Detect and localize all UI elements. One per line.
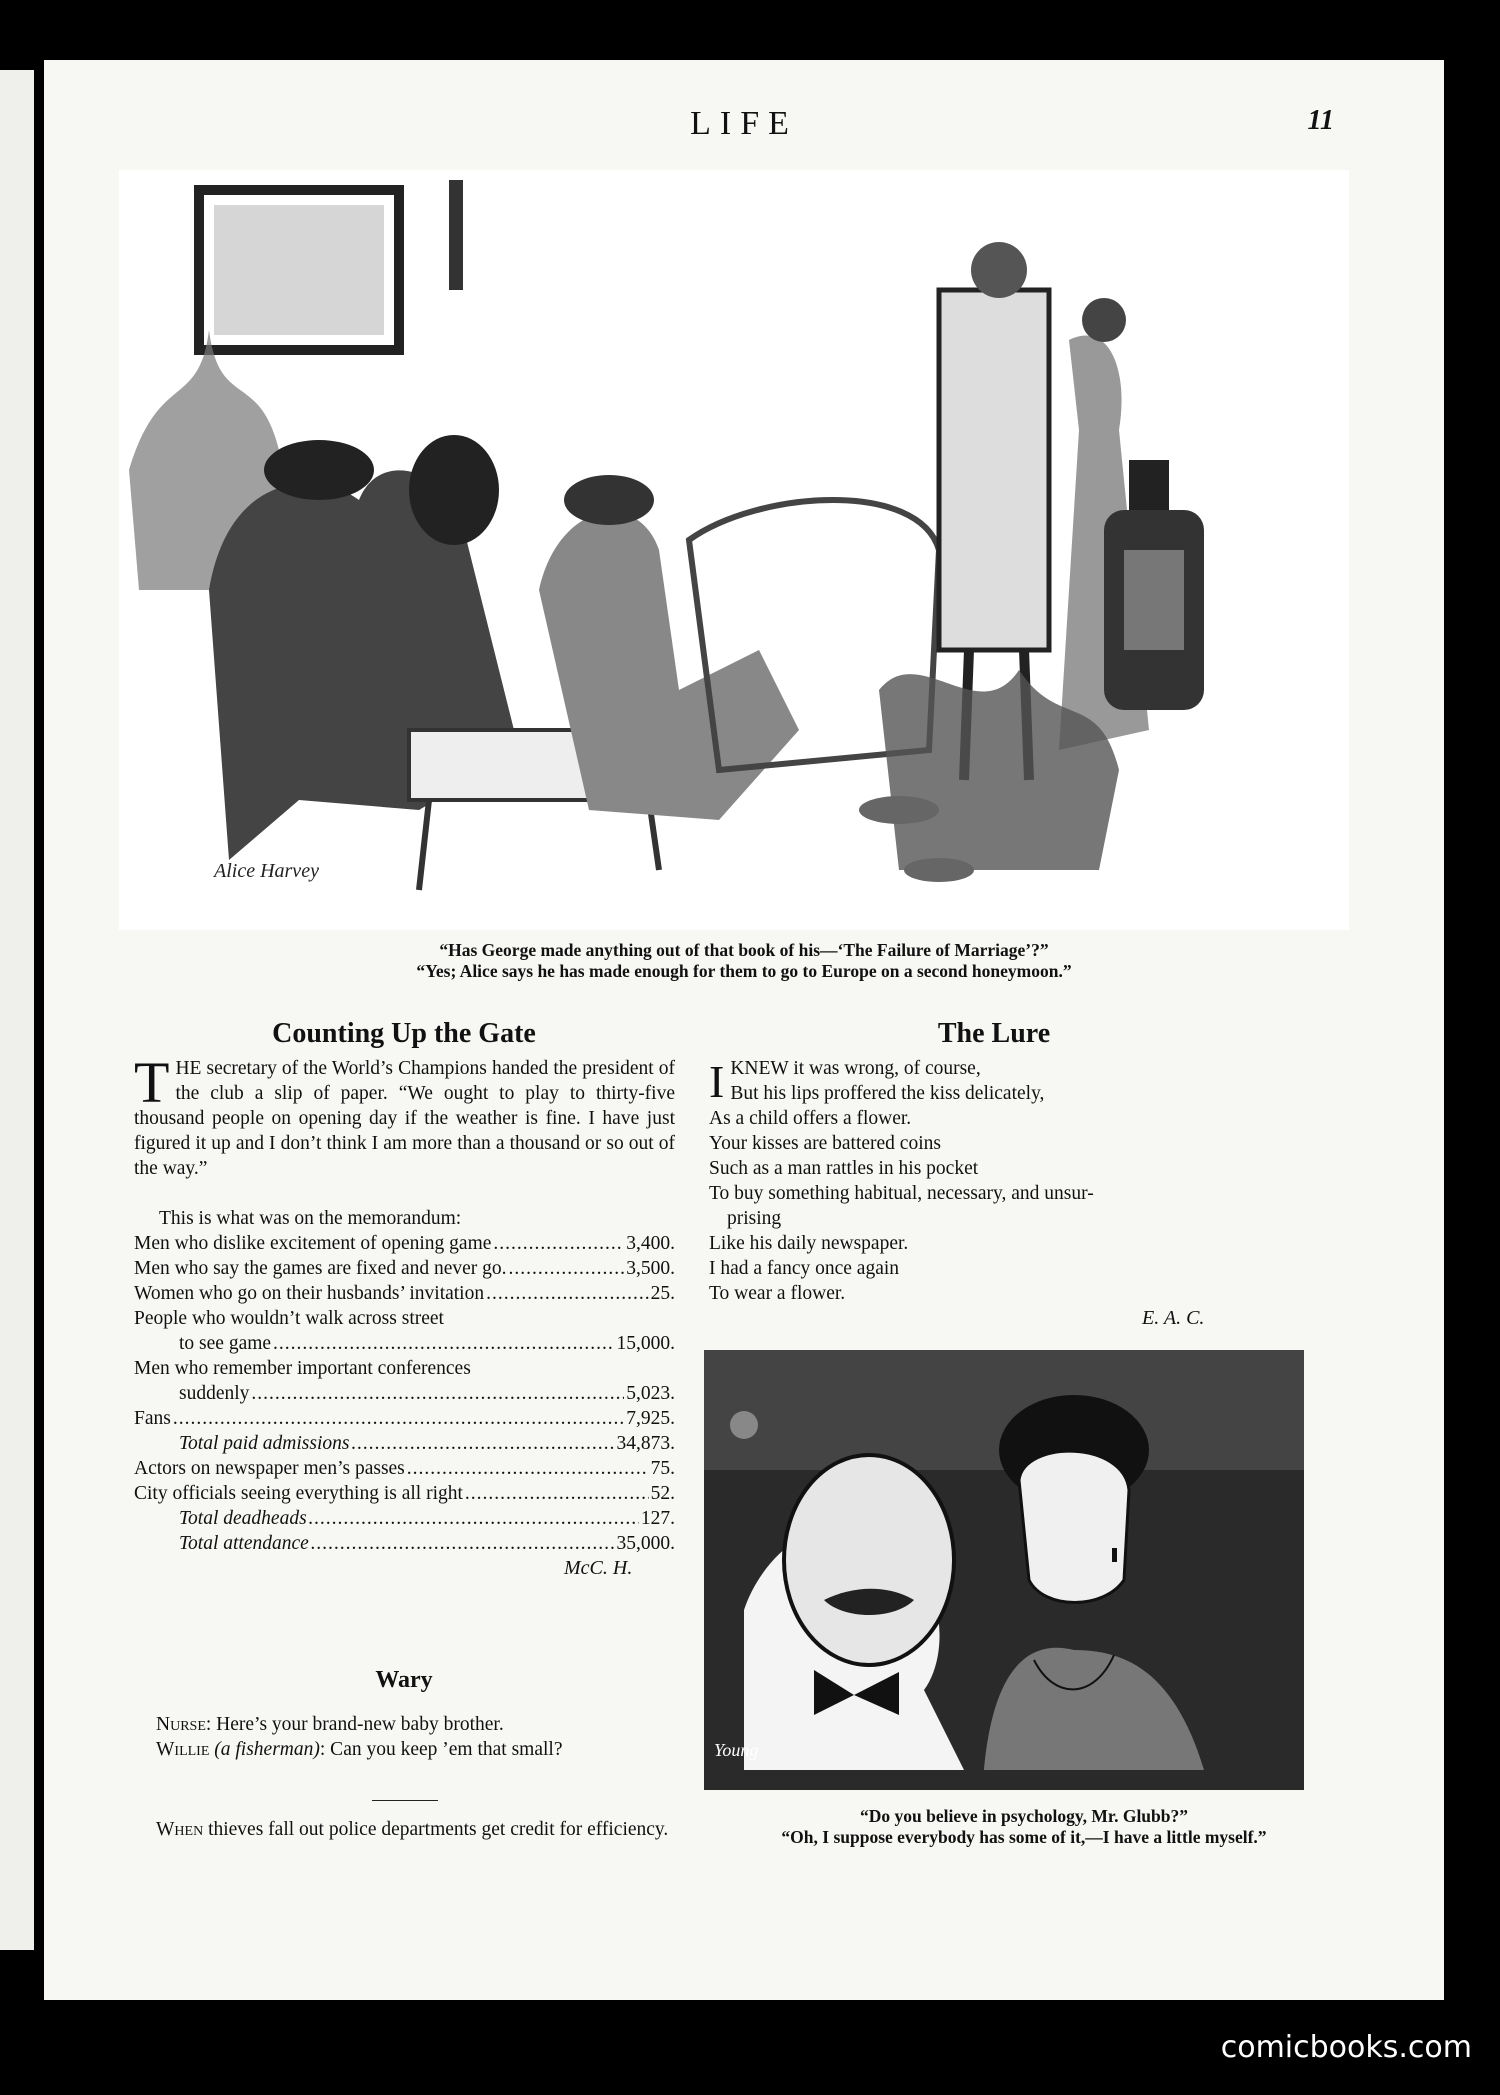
bottom-cartoon-illustration — [704, 1350, 1304, 1790]
gate-memorandum-table — [134, 1231, 675, 1556]
bottom-caption-line-2: “Oh, I suppose everybody has some of it,—I have a little myself.” — [781, 1827, 1267, 1847]
memo-row: Men who remember important conferences — [134, 1358, 471, 1379]
gate-intro-text: HE secretary of the World’s Champions handed the president of the club a slip of paper. “We ought to play to thirty-five thousand people on opening day if the weather is fine. I have just figured it up and I don’t think I am more than a thousand or so out of the way.” — [134, 1058, 675, 1179]
top-cartoon-illustration — [119, 170, 1349, 930]
poem-line: To buy something habitual, necessary, and unsur- — [709, 1183, 1094, 1204]
top-cartoon-signature: Alice Harvey — [214, 860, 319, 882]
drawing-parlor-scene — [119, 170, 1349, 930]
gate-signature: McC. H. — [564, 1557, 633, 1579]
gate-dropcap: T — [134, 1050, 170, 1115]
article-title-counting-up-the-gate: Counting Up the Gate — [272, 1018, 536, 1049]
poem-line: prising — [727, 1208, 782, 1229]
bottom-cartoon-signature: Young — [714, 1740, 759, 1760]
poem-line: Like his daily newspaper. — [709, 1233, 909, 1254]
bottom-cartoon-caption — [744, 1806, 1304, 1848]
memo-row: Men who say the games are fixed and never go. ..... 3,500. — [134, 1256, 675, 1281]
top-caption-line-1: “Has George made anything out of that book of his—‘The Failure of Marriage’?” — [439, 940, 1049, 960]
poem-line: I had a fancy once again — [709, 1258, 900, 1279]
filler-paragraph: When thieves fall out police departments get credit for efficiency. — [156, 1819, 669, 1840]
top-cartoon-caption — [164, 940, 1324, 982]
magazine-page — [44, 60, 1444, 2000]
memo-row-total: Total deadheads ..... 127. — [134, 1506, 675, 1531]
memo-row: Actors on newspaper men’s passes ..... 75. — [134, 1456, 675, 1481]
memo-row: Men who dislike excitement of opening game ..... 3,400. — [134, 1231, 675, 1256]
memo-row: People who wouldn’t walk across street — [134, 1308, 444, 1329]
memo-intro-text: This is what was on the memorandum: — [159, 1208, 462, 1229]
poem-line: But his lips proffered the kiss delicately, — [730, 1083, 1045, 1104]
top-caption-line-2: “Yes; Alice says he has made enough for them to go to Europe on a second honeymoon.” — [416, 961, 1072, 981]
poem-line: IKNEW it was wrong, of course, — [709, 1056, 981, 1107]
page-number: 11 — [1307, 105, 1334, 136]
wary-dialogue — [134, 1712, 675, 1762]
memo-row-total: Total attendance ..... 35,000. — [134, 1531, 675, 1556]
memo-row: City officials seeing everything is all right ..... 52. — [134, 1481, 675, 1506]
gate-memo-intro — [159, 1206, 679, 1231]
drawing-glubb-conversation — [704, 1350, 1304, 1790]
memo-row: to see game ..... 15,000. — [134, 1331, 675, 1356]
watermark-text: comicbooks.com — [1220, 2030, 1472, 2065]
wary-willie-line: Willie (a fisherman): Can you keep ’em that small? — [156, 1739, 563, 1760]
poem-title-the-lure: The Lure — [937, 1018, 1051, 1049]
memo-row-total: Total paid admissions ..... 34,873. — [134, 1431, 675, 1456]
poem-signature: E. A. C. — [1142, 1307, 1205, 1329]
memo-row: Fans ..... 7,925. — [134, 1406, 675, 1431]
poem-line: As a child offers a flower. — [709, 1108, 912, 1129]
poem-line: Your kisses are battered coins — [709, 1133, 941, 1154]
bottom-caption-line-1: “Do you believe in psychology, Mr. Glubb?” — [859, 1806, 1188, 1826]
adjacent-page-edge — [0, 70, 34, 1950]
article-title-wary: Wary — [375, 1667, 433, 1693]
running-title: LIFE — [690, 105, 798, 142]
section-divider — [372, 1800, 438, 1801]
poem-line: Such as a man rattles in his pocket — [709, 1158, 979, 1179]
memo-row: suddenly ..... 5,023. — [134, 1381, 675, 1406]
wary-nurse-line: Nurse: Here’s your brand-new baby brother. — [156, 1714, 504, 1735]
gate-intro-paragraph — [134, 1050, 675, 1181]
poem-the-lure — [709, 1056, 1309, 1306]
memo-row: Women who go on their husbands’ invitation ..... 25. — [134, 1281, 675, 1306]
poem-line: To wear a flower. — [709, 1283, 846, 1304]
